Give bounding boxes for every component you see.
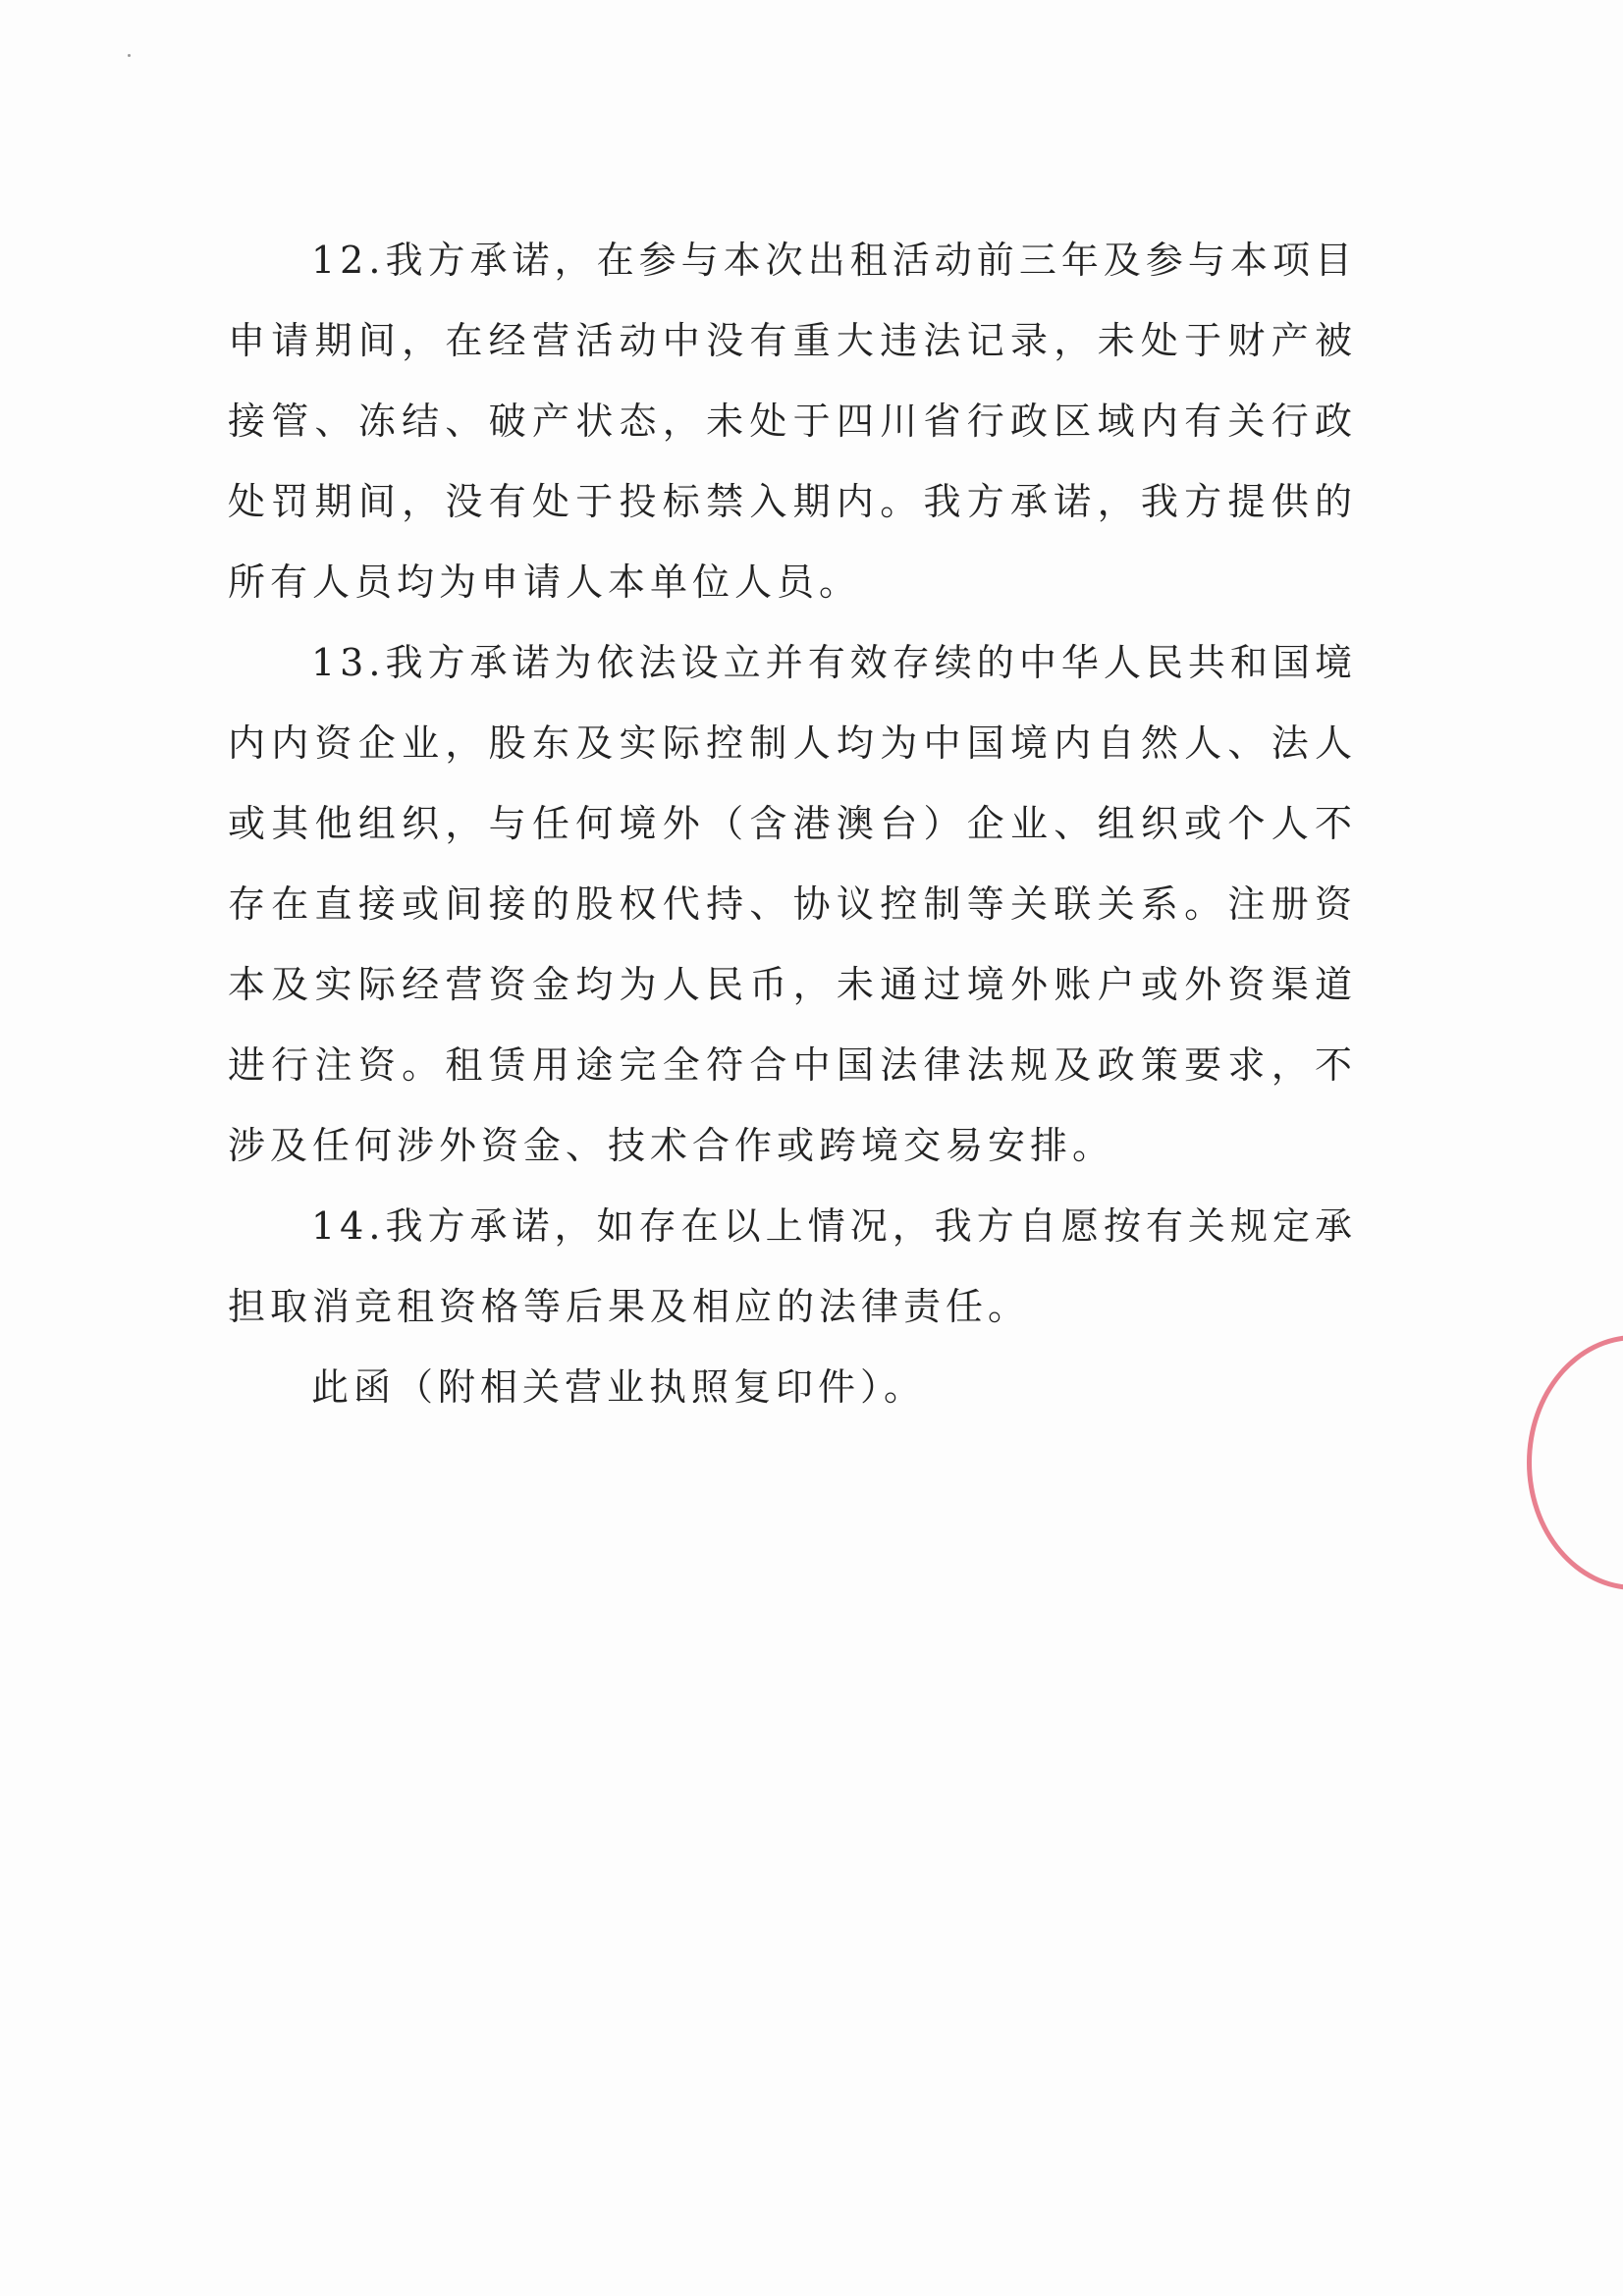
paragraph-13: 13.我方承诺为依法设立并有效存续的中华人民共和国境内内资企业，股东及实际控制人均为中国境内自然人、法人或其他组织，与任何境外（含港澳台）企业、组织或个人不存在直接或间接的股权代持、协议控制等关联关系。注册资本及实际经营资金均为人民币，未通过境外账户或外资渠道进行注资。租赁用途完全符合中国法律法规及政策要求，不涉及任何涉外资金、技术合作或跨境交易安排。 [228, 641, 1357, 1167]
closing-line: 此函（附相关营业执照复印件）。 [311, 1365, 927, 1409]
paragraph-12: 12.我方承诺，在参与本次出租活动前三年及参与本项目申请期间，在经营活动中没有重大违法记录，未处于财产被接管、冻结、破产状态，未处于四川省行政区域内有关行政处罚期间，没有处于投标禁入期内。我方承诺，我方提供的所有人员均为申请人本单位人员。 [228, 239, 1357, 604]
company-seal-stamp [1527, 1335, 1623, 1590]
document-body [228, 220, 1357, 1427]
paragraph-14: 14.我方承诺，如存在以上情况，我方自愿按有关规定承担取消竞租资格等后果及相应的法律责任。 [228, 1204, 1357, 1328]
scan-speck [128, 54, 131, 57]
